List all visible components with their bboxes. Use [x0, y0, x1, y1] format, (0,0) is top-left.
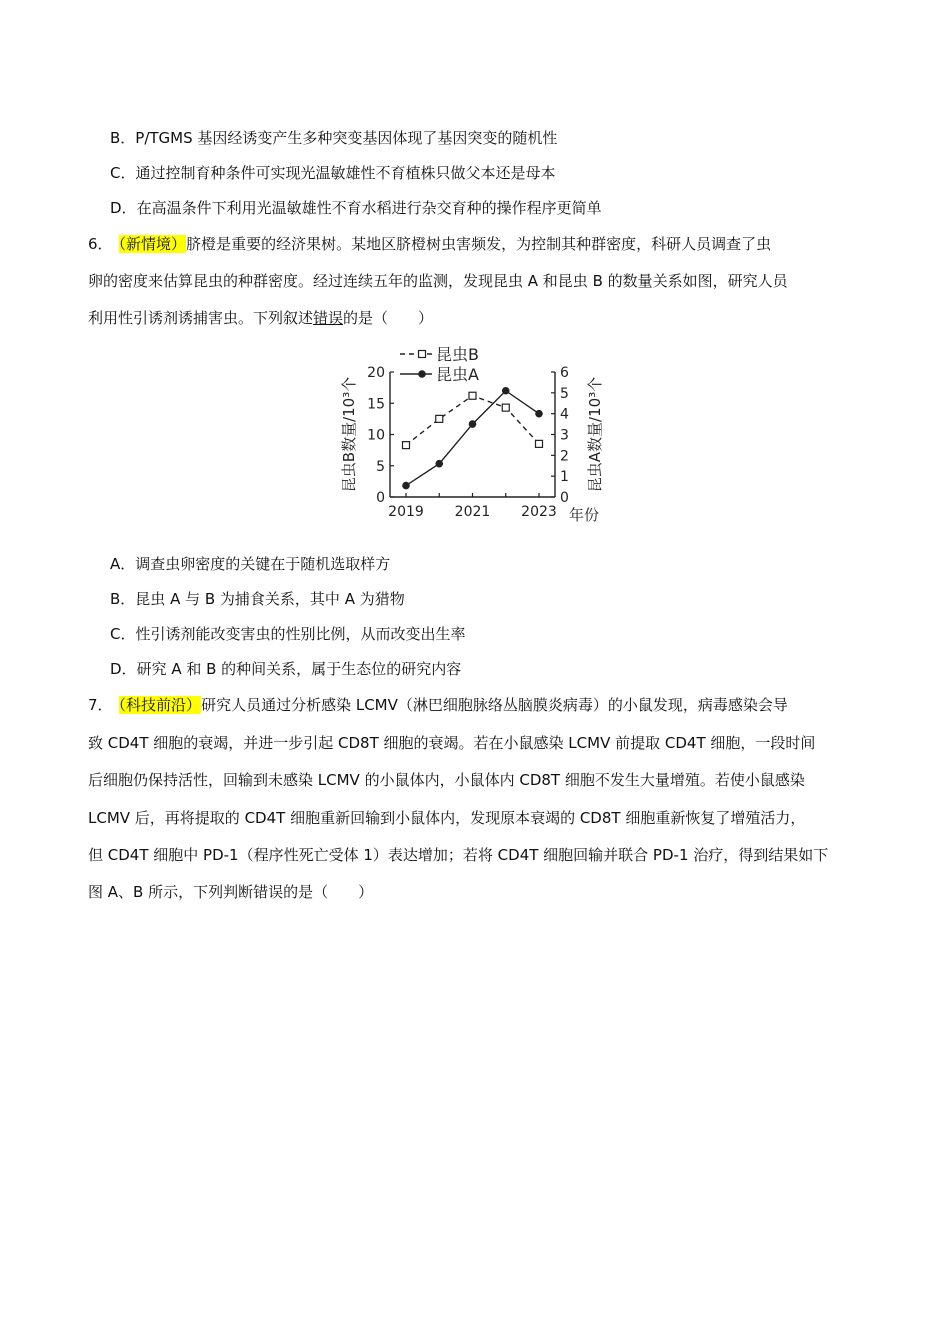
option-text: 通过控制育种条件可实现光温敏雄性不育植株只做父本还是母本 [135, 164, 556, 182]
q7-stem-line-4 [88, 808, 868, 828]
stem-text: 脐橙是重要的经济果树。某地区脐橙树虫害频发，为控制其种群密度，科研人员调查了虫 [186, 235, 772, 253]
left-tick-label: 0 [376, 490, 385, 506]
right-tick-label: 1 [560, 469, 569, 486]
option-label: B． [110, 590, 136, 608]
data-point-series-0 [436, 415, 443, 422]
left-tick-label: 10 [367, 427, 385, 444]
q6-stem-line-1 [88, 234, 868, 254]
option-label: C． [110, 625, 136, 643]
chart-svg [330, 340, 620, 530]
series-line-1 [406, 391, 539, 486]
q6-option-b [110, 589, 890, 609]
q6-option-c [110, 624, 890, 644]
q7-stem-line-6 [88, 882, 868, 902]
x-tick-label: 2019 [388, 504, 424, 520]
data-point-series-1 [502, 387, 510, 395]
q6-option-a [110, 554, 890, 574]
option-label: D． [110, 199, 137, 217]
stem-text: 卵的密度来估算昆虫的种群密度。经过连续五年的监测，发现昆虫 A 和昆虫 B 的数量关系如图，研究人员 [88, 272, 788, 290]
option-text: 在高温条件下利用光温敏雄性不育水稻进行杂交育种的操作程序更简单 [136, 199, 602, 217]
option-text: 调查虫卵密度的关键在于随机选取样方 [135, 555, 391, 573]
x-axis-unit: 年份 [569, 506, 600, 524]
stem-text: LCMV 后，再将提取的 CD4T 细胞重新回输到小鼠体内，发现原本衰竭的 CD8T 细胞重新恢复了增殖活力， [88, 809, 806, 827]
q5-option-d [110, 198, 890, 218]
right-tick-label: 4 [560, 406, 569, 423]
q7-stem-line-3 [88, 770, 868, 790]
stem-text: 致 CD4T 细胞的衰竭，并进一步引起 CD8T 细胞的衰竭。若在小鼠感染 LCMV 前提取 CD4T 细胞，一段时间 [88, 734, 816, 752]
option-label: A． [110, 555, 136, 573]
q5-option-b [110, 128, 890, 148]
right-axis-title: 昆虫A数量/10³个 [586, 376, 604, 493]
data-point-series-1 [469, 420, 477, 428]
right-tick-label: 3 [560, 427, 569, 444]
data-point-series-0 [536, 440, 543, 447]
left-axis-title: 昆虫B数量/10³个 [340, 376, 358, 493]
x-tick-label: 2021 [454, 504, 491, 520]
x-tick-label: 2023 [521, 504, 557, 520]
legend-label-1: 昆虫A [436, 365, 479, 384]
stem-text: 利用性引诱剂诱捕害虫。下列叙述 [88, 309, 314, 327]
legend-marker-1 [418, 370, 426, 378]
legend-label-0: 昆虫B [436, 345, 479, 364]
population-chart [330, 340, 620, 530]
q6-stem-line-2 [88, 271, 868, 291]
option-label: D． [110, 660, 137, 678]
question-number: 7． [88, 696, 113, 714]
data-point-series-1 [535, 410, 543, 418]
q7-stem-line-1 [88, 695, 868, 715]
option-text: 性引诱剂能改变害虫的性别比例，从而改变出生率 [135, 625, 466, 643]
q6-option-d [110, 659, 890, 679]
left-tick-label: 5 [376, 458, 385, 475]
option-text: P/TGMS 基因经诱变产生多种突变基因体现了基因突变的随机性 [135, 129, 558, 147]
data-point-series-1 [402, 482, 410, 490]
stem-text: 但 CD4T 细胞中 PD-1（程序性死亡受体 1）表达增加；若将 CD4T 细胞回输并联合 PD-1 治疗，得到结果如下 [88, 846, 829, 864]
q5-option-c [110, 163, 890, 183]
option-text: 研究 A 和 B 的种间关系，属于生态位的研究内容 [136, 660, 462, 678]
left-tick-label: 15 [367, 396, 385, 413]
q7-stem-line-5 [88, 845, 868, 865]
emphasis-underline: 错误 [313, 309, 344, 327]
right-tick-label: 5 [560, 385, 569, 402]
right-tick-label: 2 [560, 448, 569, 465]
legend-marker-0 [419, 351, 426, 358]
left-tick-label: 20 [367, 365, 385, 381]
question-tag: （科技前沿） [118, 696, 202, 714]
stem-text: 图 A、B 所示，下列判断错误的是（ ） [88, 883, 374, 901]
right-tick-label: 6 [560, 365, 569, 381]
question-number: 6． [88, 235, 113, 253]
q6-stem-line-3 [88, 308, 868, 328]
right-tick-label: 0 [560, 490, 569, 506]
data-point-series-0 [469, 392, 476, 399]
stem-text: 的是（ ） [343, 309, 434, 327]
data-point-series-1 [435, 460, 443, 468]
option-label: C． [110, 164, 136, 182]
option-label: B． [110, 129, 136, 147]
data-point-series-0 [502, 404, 509, 411]
stem-text: 后细胞仍保持活性，回输到未感染 LCMV 的小鼠体内，小鼠体内 CD8T 细胞不发生大量增殖。若使小鼠感染 [88, 771, 805, 789]
data-point-series-0 [403, 442, 410, 449]
question-tag: （新情境） [118, 235, 187, 253]
q7-stem-line-2 [88, 733, 868, 753]
stem-text: 研究人员通过分析感染 LCMV（淋巴细胞脉络丛脑膜炎病毒）的小鼠发现，病毒感染会导 [201, 696, 788, 714]
option-text: 昆虫 A 与 B 为捕食关系，其中 A 为猎物 [135, 590, 405, 608]
